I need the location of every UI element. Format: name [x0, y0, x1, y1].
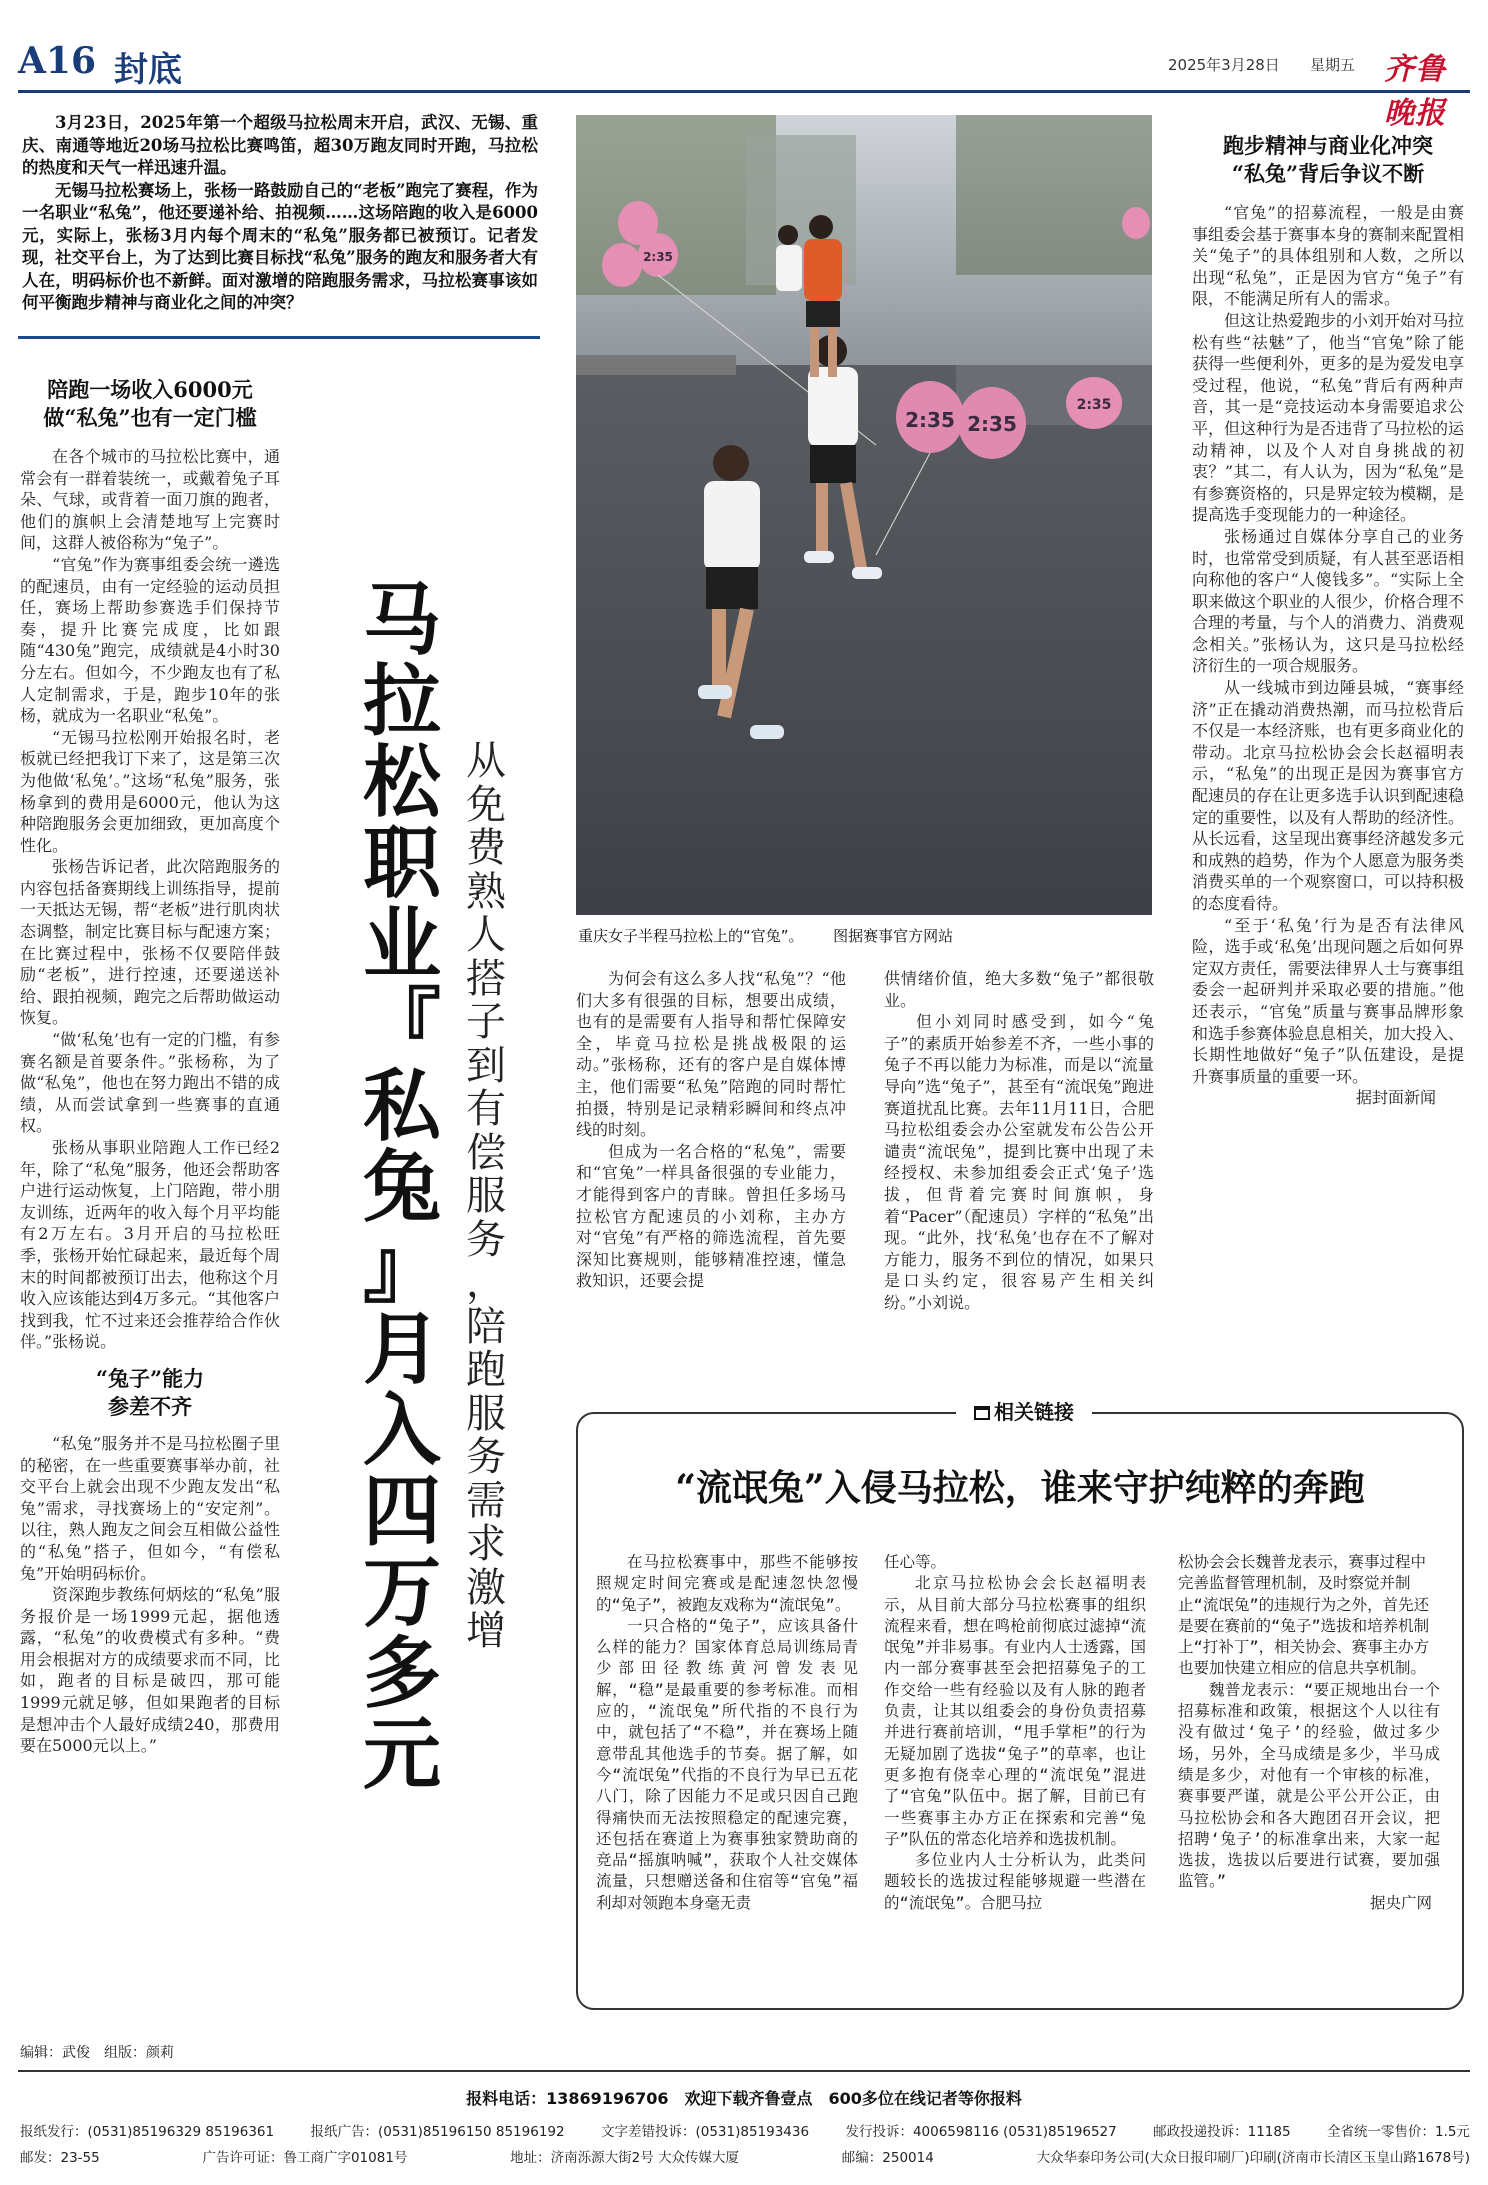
footer-item: 文字差错投诉：(0531)85193436 [600, 2124, 810, 2140]
related-column-2 [884, 1552, 1146, 1914]
paragraph: 但成为一名合格的“私兔”，需要和“官兔”一样具备很强的专业能力，才能得到客户的青睐。曾担任多场马拉松官方配速员的小刘称，主办方对“官兔”有严格的筛选流程，首先要深知比赛规则，能够精准控速，懂急救知识，还要会提 [576, 1141, 846, 1291]
issue-weekday: 星期五 [1310, 56, 1356, 74]
balloon-label: 2:35 [905, 408, 955, 432]
lead-paragraph: 3月23日，2025年第一个超级马拉松周末开启，武汉、无锡、重庆、南通等地近20场马拉松比赛鸣笛，超30万跑友同时开跑，马拉松的热度和天气一样迅速升温。 [22, 113, 538, 177]
article-column-4 [884, 968, 1154, 1314]
paragraph: 松协会会长魏普龙表示，赛事过程中完善监督管理机制，及时察觉并制止“流氓兔”的违规行为之外，首先还是要在赛前的“兔子”选拔和培养机制上“打补丁”，相关协会、赛事主办方也要加快建立相应的信息共享机制。 [1178, 1553, 1430, 1678]
footer-item: 地址：济南泺源大街2号 大众传媒大厦 [510, 2150, 740, 2166]
main-headline-text: 马 拉 松 职 业 『 私 兔 』 月 入 四 万 多 元 [362, 575, 441, 1800]
lead-summary [22, 112, 538, 315]
paragraph: “官兔”作为赛事组委会统一遴选的配速员，由有一定经验的运动员担任，赛场上帮助参赛选手们保持节奏，提升比赛完成度，比如跟随“430兔”跑完，成绩就是4小时30分左右。但如今，不少跑友也有了私人定制需求，于是，跑步10年的张杨，就成为一名职业“私兔”。 [20, 554, 280, 726]
footer-item: 发行投诉：4006598116 (0531)85196527 [845, 2124, 1117, 2140]
paragraph: 多位业内人士分析认为，此类问题较长的选拔过程能够规避一些潜在的“流氓兔”。合肥马拉 [884, 1851, 1146, 1912]
paragraph: 任心等。 [884, 1553, 947, 1571]
paragraph: “至于‘私兔’行为是否有法律风险，选手或‘私兔’出现问题之后如何界定双方责任，需要法律界人士与赛事组委会一起研判并采取必要的措施。”他还表示，“官兔”质量与赛事品牌形象和选手参赛体验息息相关，加大投入、长期性地做好“兔子”队伍建设，是提升赛事质量的重要一环。 [1192, 915, 1465, 1086]
paragraph: 张杨从事职业陪跑人工作已经2年，除了“私兔”服务，他还会帮助客户进行运动恢复，上门陪跑，带小朋友训练，近两年的收入每个月平均能有2万左右。3月开启的马拉松旺季，张杨开始忙碌起来，最近每个周末的时间都被预订出去，他称这个月收入应该能达到4万多元。“其他客户找到我，忙不过来还会推荐给合作伙伴。”张杨说。 [20, 1138, 280, 1352]
paragraph: “私兔”服务并不是马拉松圈子里的秘密，在一些重要赛事举办前，社交平台上就会出现不少跑友发出“私兔”需求，寻找赛场上的“安定剂”。以往，熟人跑友之间会互相做公益性的“私兔”搭子，但如今，“有偿私兔”开始明码标价。 [20, 1433, 280, 1583]
paragraph: 资深跑步教练何炳炫的“私兔”服务报价是一场1999元起，据他透露，“私兔”的收费模式有多种。“费用会根据对方的成绩要求而不同，比如，跑者的目标是破四，那可能1999元就足够，但如果跑者的目标是想冲击个人最好成绩240，那费用要在5000元以上。” [20, 1585, 280, 1756]
balloon-label: 2:35 [967, 412, 1017, 436]
news-photo [576, 115, 1152, 915]
marathon-photo-illustration [576, 115, 1152, 915]
paragraph: “无锡马拉松刚开始报名时，老板就已经把我订下来了，这是第三次为他做‘私兔’。”这场“私兔”服务，张杨拿到的费用是6000元，他认为这种陪跑服务会更加细致，更加高度个性化。 [20, 727, 280, 855]
related-column-1 [596, 1552, 858, 1914]
footer-info-row-2 [20, 2146, 1470, 2166]
paragraph: 张杨通过自媒体分享自己的业务时，也常常受到质疑，有人甚至恶语相向称他的客户“人傻钱多”。“实际上全职来做这个职业的人很少，价格合理不合理的考量，与个人的消费力、消费观念相关。”张杨认为，这只是马拉松经济衍生的一项合规服务。 [1192, 526, 1465, 676]
sub-headline [460, 740, 512, 1654]
photo-credit: 图据赛事官方网站 [833, 927, 954, 945]
article-column-5 [1192, 132, 1464, 1109]
paragraph: “做‘私兔’也有一定的门槛，有参赛名额是首要条件。”张杨称，为了做“私兔”，他也在努力跑出不错的成绩，从而尝试拿到一些赛事的直通权。 [20, 1030, 280, 1136]
issue-date: 2025年3月28日 [1168, 56, 1280, 74]
paragraph: 供情绪价值，绝大多数“兔子”都很敬业。 [884, 969, 1154, 1010]
article-column-3 [576, 968, 846, 1292]
page-header [18, 40, 1470, 131]
footer-info-row-1 [20, 2120, 1470, 2140]
footer-item: 邮编：250014 [841, 2150, 934, 2166]
paragraph: 在马拉松赛事中，那些不能够按照规定时间完赛或是配速忽快忽慢的“兔子”，被跑友戏称为“流氓兔”。 [596, 1553, 858, 1614]
paragraph: 从一线城市到边陲县城，“赛事经济”正在撬动消费热潮，而马拉松背后不仅是一本经济账，也有更多商业化的带动。北京马拉松协会会长赵福明表示，“私兔”的出现正是因为赛事官方配速员的存在让更多选手认识到配速稳定的重要性，以及有人帮助的经济性。从长远看，这呈现出赛事经济越发多元和成熟的趋势，作为个人愿意为服务类消费买单的一个观察窗口，可以持积极的态度看待。 [1192, 678, 1465, 913]
balloon-label: 2:35 [1076, 397, 1112, 413]
news-hotline: 报料电话：13869196706 欢迎下载齐鲁壹点 600多位在线记者等你报料 [466, 2089, 1022, 2108]
photo-caption-text: 重庆女子半程马拉松上的“官兔”。 [578, 927, 804, 945]
footer-item: 广告许可证：鲁工商广字01081号 [202, 2150, 408, 2166]
related-tag-icon [974, 1406, 990, 1420]
paragraph: 北京马拉松协会会长赵福明表示，从目前大部分马拉松赛事的组织流程来看，想在鸣枪前彻底过滤掉“流氓兔”并非易事。有业内人士透露，国内一部分赛事甚至会把招募兔子的工作交给一些有经验以及有人脉的跑者负责，让其以组委会的身份负责招募并进行赛前培训，“甩手掌柜”的行为无疑加剧了选拔“兔子”的草率，也让更多抱有侥幸心理的“流氓兔”混进了“官兔”队伍中。据了解，目前已有一些赛事主办方正在探索和完善“兔子”队伍的常态化培养和选拔机制。 [884, 1574, 1146, 1848]
paragraph: 在各个城市的马拉松比赛中，通常会有一群着装统一，或戴着兔子耳朵、气球，或背着一面刀旗的跑者，他们的旗帜上会清楚地写上完赛时间，这群人被俗称为“兔子”。 [20, 447, 280, 553]
related-title: “流氓兔”入侵马拉松，谁来守护纯粹的奔跑 [675, 1467, 1365, 1509]
paragraph: 张杨告诉记者，此次陪跑服务的内容包括备赛期线上训练指导，提前一天抵达无锡，帮“老板”进行肌肉状态调整，制定比赛目标与配速方案；在比赛过程中，张杨不仅要陪伴鼓励“老板”，进行控速，还要递送补给、跟拍视频，跑完之后帮助做运动恢复。 [20, 857, 280, 1028]
photo-caption [578, 925, 1154, 946]
footer-item: 报纸广告：(0531)85196150 85196192 [310, 2124, 565, 2140]
paragraph: 魏普龙表示：“要正规地出台一个招募标准和政策，根据这个人以往有没有做过‘兔子’的经验，做过多少场，另外，全马成绩是多少，半马成绩是多少，对他有一个审核的标准，赛事要严谨，就是公平公开公正，由马拉松协会和各大跑团召开会议，把招聘‘兔子’的标准拿出来，大家一起选拔，选拔以后要进行试赛，要加强监管。” [1178, 1680, 1440, 1891]
main-headline [352, 575, 452, 1800]
footer-item: 邮政投递投诉：11185 [1153, 2124, 1291, 2140]
paragraph: 但小刘同时感受到，如今“兔子”的素质开始参差不齐，一些小事的兔子不再以能力为标准，而是以“流量导向”选“兔子”，甚至有“流氓兔”跑进赛道扰乱比赛。去年11月11日，合肥马拉松组委会办公室就发布公告公开谴责“流氓兔”，提到比赛中出现了未经授权、未参加组委会正式‘兔子’选拔，但背着完赛时间旗帜，身着“Pacer”（配速员）字样的“私兔”出现。“此外，找‘私兔’也存在不了解对方能力，服务不到位的情况，如果只是口头约定，很容易产生相关纠纷。”小刘说。 [884, 1012, 1154, 1312]
footer-item: 报纸发行：(0531)85196329 85196361 [20, 2124, 275, 2140]
balloon-label: 2:35 [643, 250, 673, 264]
subheading: 跑步精神与商业化冲突 “私兔”背后争议不断 [1223, 133, 1433, 186]
paragraph: 一只合格的“兔子”，应该具备什么样的能力？国家体育总局训练局青少部田径教练黄河曾发表见解，“稳”是最重要的参考标准。而相应的，“流氓兔”所代指的不良行为中，就包括了“不稳”，并在赛场上随意带乱其他选手的节奏。据了解，如今“流氓兔”代指的不良行为早已五花八门，除了因能力不足或只因自己跑得痛快而无法按照稳定的配速完赛，还包括在赛道上为赛事独家赞助商的竞品“摇旗呐喊”，获取个人社交媒体流量，只想赠送备和住宿等“官兔”福利却对领跑本身毫无责 [596, 1616, 858, 1912]
footer-item: 全省统一零售价：1.5元 [1326, 2124, 1470, 2140]
related-link-tag: 相关链接 [956, 1396, 1092, 1428]
footer-item: 大众华泰印务公司(大众日报印刷厂)印刷(济南市长清区玉皇山路1678号) [1036, 2150, 1470, 2166]
subheading: “兔子”能力 参差不齐 [95, 1365, 205, 1419]
paragraph: 为何会有这么多人找“私兔”？“他们大多有很强的目标，想要出成绩，也有的是需要有人指导和帮忙保障安全，毕竟马拉松是挑战极限的运动。”张杨称，还有的客户是自媒体博主，他们需要“私兔”陪跑的同时帮忙拍摄，特别是记录精彩瞬间和终点冲线的时刻。 [576, 969, 846, 1140]
sub-headline-text: 从 免 费 熟 人 搭 子 到 有 偿 服 务 ， 陪 跑 服 务 需 求 激 增 [466, 738, 506, 1654]
article-source: 据封面新闻 [1355, 1088, 1436, 1108]
lead-paragraph: 无锡马拉松赛场上，张杨一路鼓励自己的“老板”跑完了赛程，作为一名职业“私兔”，他还要递补给、拍视频……这场陪跑的收入是6000元，实际上，张杨3月内每个周末的“私兔”服务都已被预订。记者发现，社交平台上，为了达到比赛目标找“私兔”服务的跑友和服务者大有人在，明码标价也不新鲜。面对激增的陪跑服务需求，马拉松赛事该如何平衡跑步精神与商业化之间的冲突？ [22, 180, 538, 312]
editor-credits: 编辑：武俊 组版：颜莉 [20, 2045, 174, 2061]
paragraph: “官兔”的招募流程，一般是由赛事组委会基于赛事本身的赛制来配置相关“兔子”的具体组别和人数，之所以出现“私兔”，正是因为官方“兔子”有限，不能满足所有人的需求。 [1192, 203, 1465, 309]
related-source: 据央广网 [1369, 1893, 1432, 1912]
paragraph: 但这让热爱跑步的小刘开始对马拉松有些“祛魅”了，他当“官兔”除了能获得一些便利外，更多的是为爱发电享受过程，他说，“私兔”背后有两种声音，其一是“竞技运动本身需要追求公平，但这种行为是否违背了马拉松的运动精神，以及个人对自身挑战的初衷？”其二，有人认为，因为“私兔”是有参赛资格的，只是界定较为模糊，是提高选手变现能力的一种途径。 [1192, 310, 1465, 525]
subheading: 陪跑一场收入6000元 做“私兔”也有一定门槛 [43, 377, 257, 430]
footer-rule [18, 2070, 1470, 2072]
article-column-1 [20, 376, 280, 1757]
related-column-3 [1178, 1552, 1440, 1914]
header-rule [18, 90, 1470, 93]
section-name: 封底 [114, 50, 182, 90]
lead-divider [18, 336, 540, 339]
page-number: A16 [18, 40, 97, 82]
newspaper-logo: 齐鲁晚报 [1384, 52, 1446, 131]
footer-item: 邮发：23-55 [20, 2150, 100, 2166]
